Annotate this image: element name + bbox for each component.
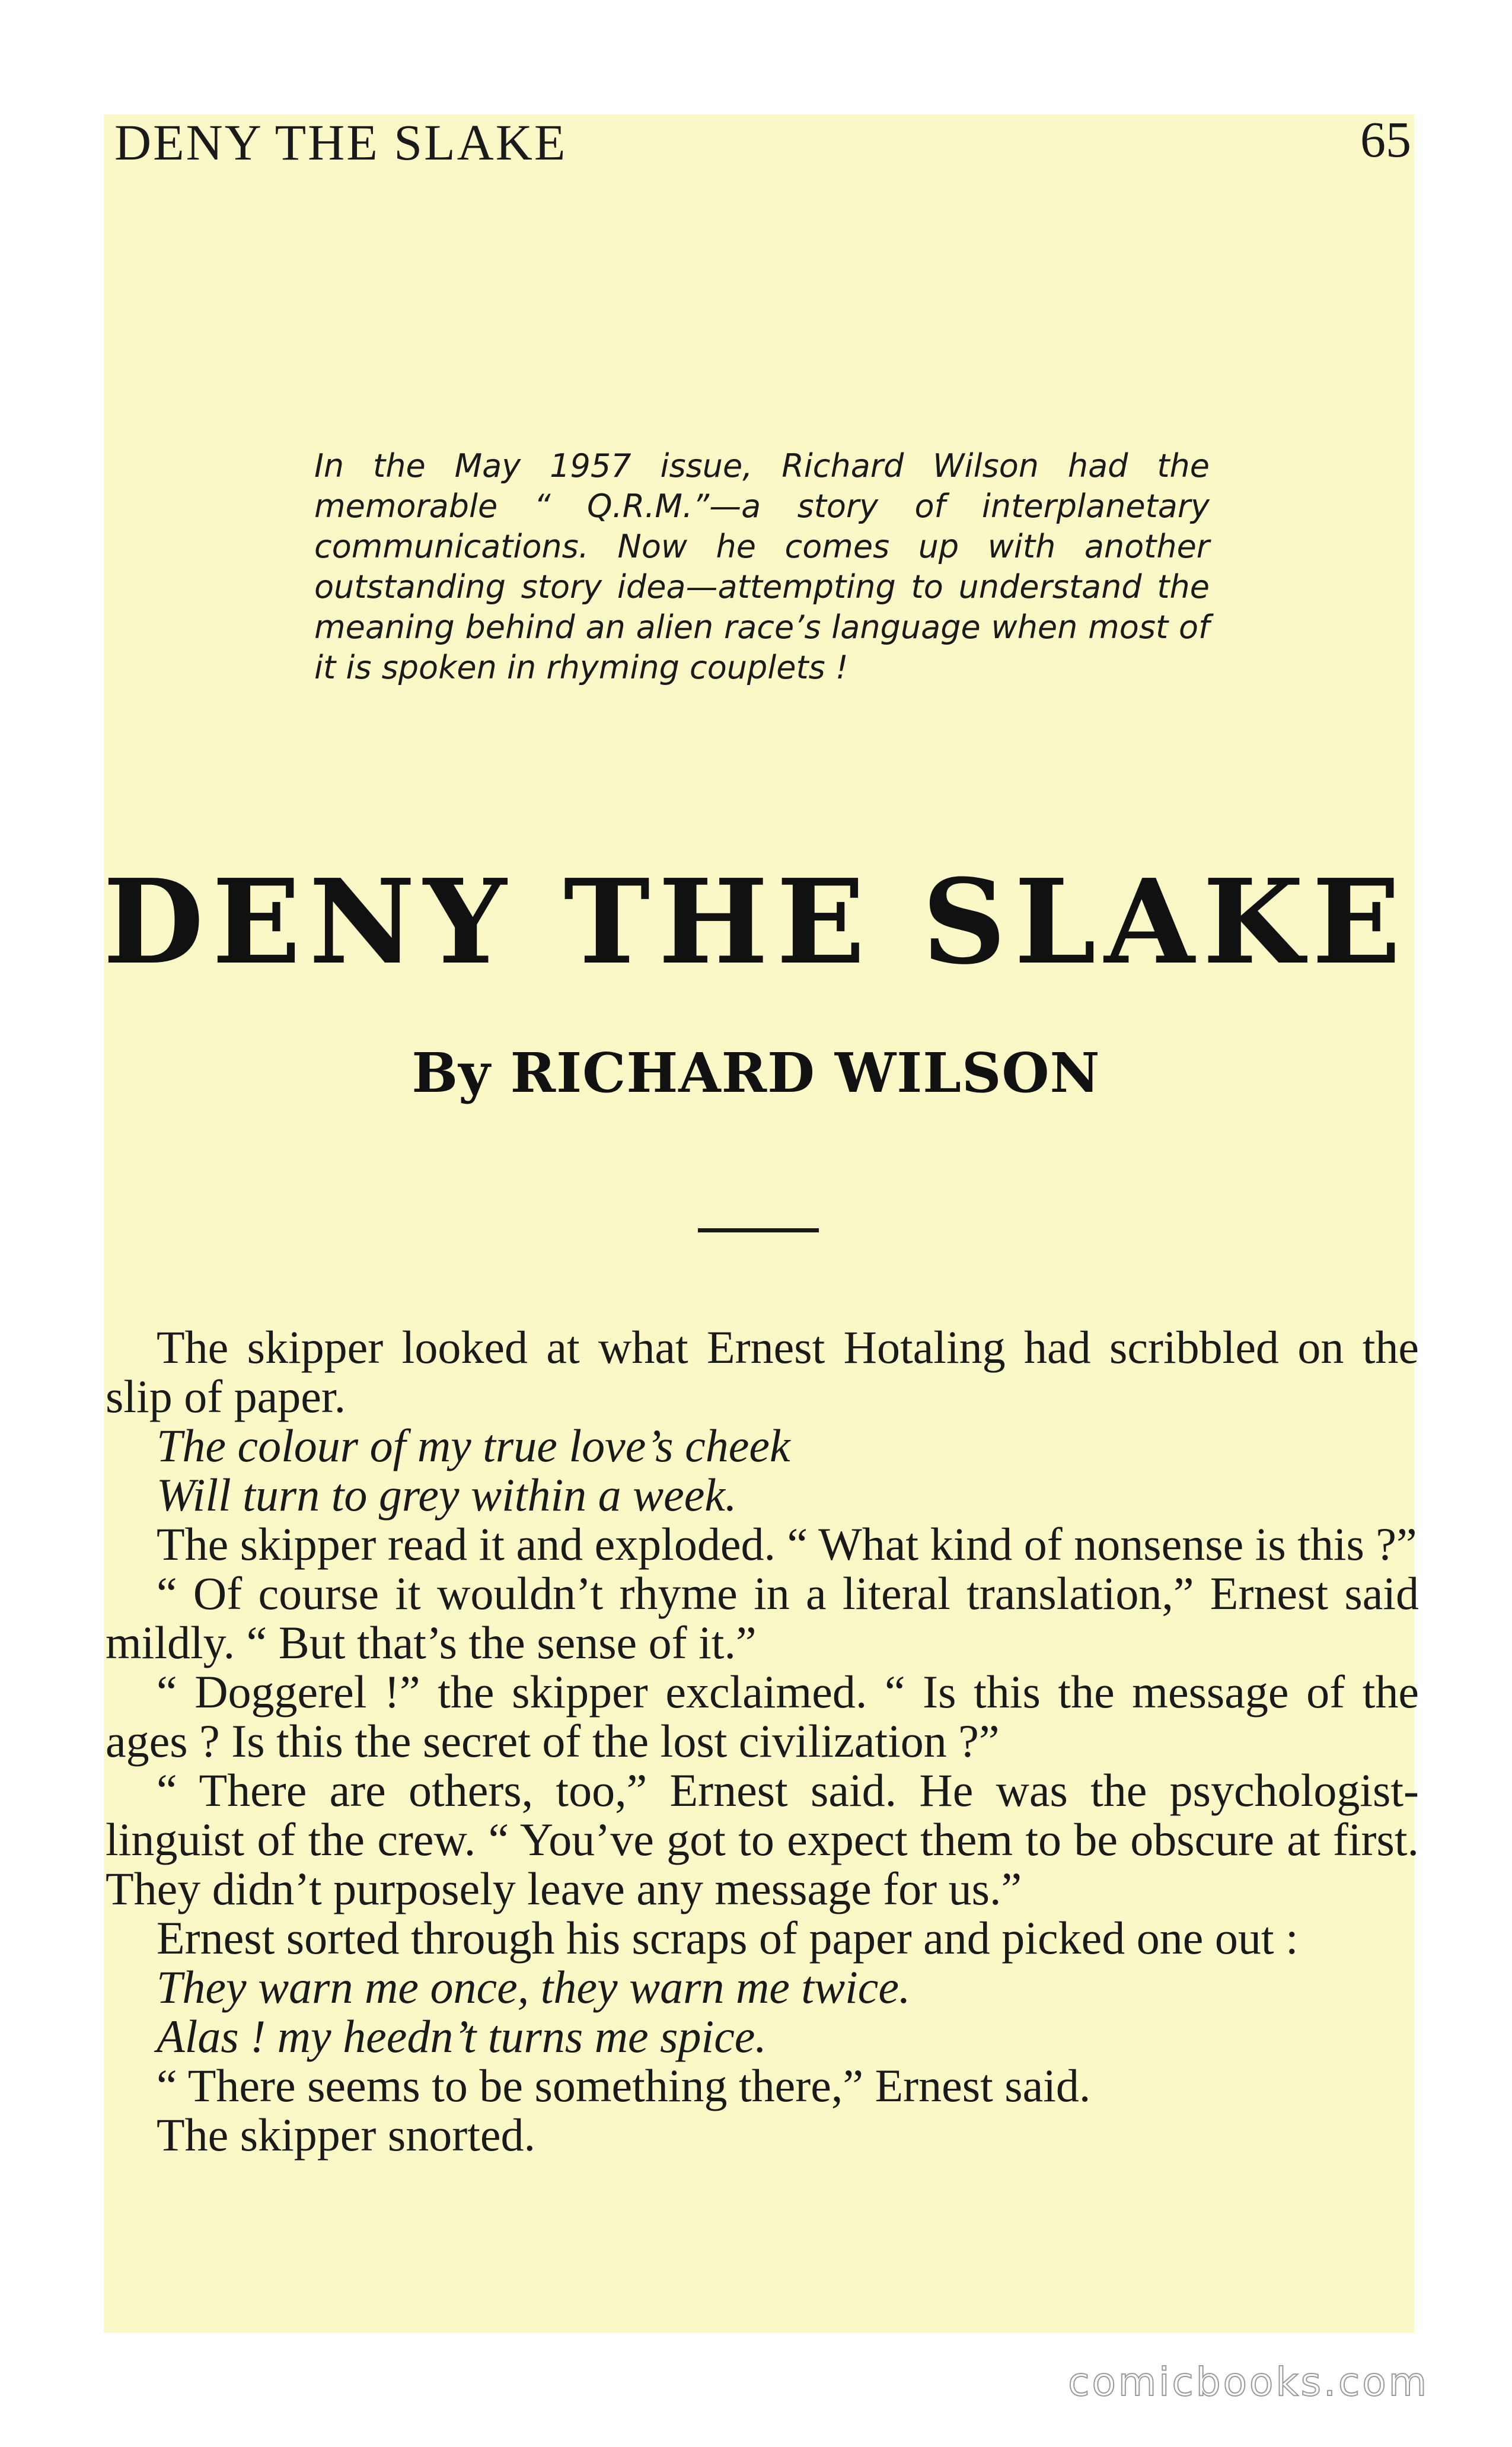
byline: By RICHARD WILSON <box>412 1041 1100 1105</box>
paragraph: The skipper looked at what Ernest Hotaling had scribbled on the slip of paper. <box>106 1321 1419 1422</box>
running-title: DENY THE SLAKE <box>114 114 567 171</box>
editorial-intro: In the May 1957 issue, Richard Wilson had the memorable “ Q.R.M.”—a story of interplanetary communications. Now he comes up with another outstanding story idea—attempting to understand the meaning behind an alien race’s language when most of it is spoken in rhyming couplets ! <box>314 447 1210 686</box>
verse-line: Will turn to grey within a week. <box>157 1469 737 1521</box>
verse-line: The colour of my true love’s cheek <box>157 1420 790 1471</box>
divider-rule <box>698 1228 819 1232</box>
paragraph: “ There are others, too,” Ernest said. He was the psychologist-linguist of the crew. “ You’ve got to expect them to be obscure at first. They didn’t purposely leave any message for us.” <box>106 1764 1419 1914</box>
story-body <box>106 1323 1419 2159</box>
paragraph: Ernest sorted through his scraps of paper and picked one out : <box>157 1912 1299 1964</box>
paragraph: “ Of course it wouldn’t rhyme in a literal translation,” Ernest said mildly. “ But that’s the sense of it.” <box>106 1567 1419 1668</box>
paragraph: “ Doggerel !” the skipper exclaimed. “ Is this the message of the ages ? Is this the secret of the lost civilization ?” <box>106 1666 1419 1767</box>
paragraph: The skipper snorted. <box>157 2109 536 2161</box>
watermark-logo: comicbooks.com <box>1068 2359 1429 2405</box>
paragraph: The skipper read it and exploded. “ What kind of nonsense is this ?” <box>157 1518 1417 1570</box>
paragraph: “ There seems to be something there,” Ernest said. <box>157 2060 1091 2111</box>
page-number: 65 <box>1360 111 1411 168</box>
story-title: DENY THE SLAKE <box>103 854 1409 990</box>
verse-line: Alas ! my heedn’t turns me spice. <box>157 2011 767 2062</box>
verse-line: They warn me once, they warn me twice. <box>157 1961 911 2013</box>
